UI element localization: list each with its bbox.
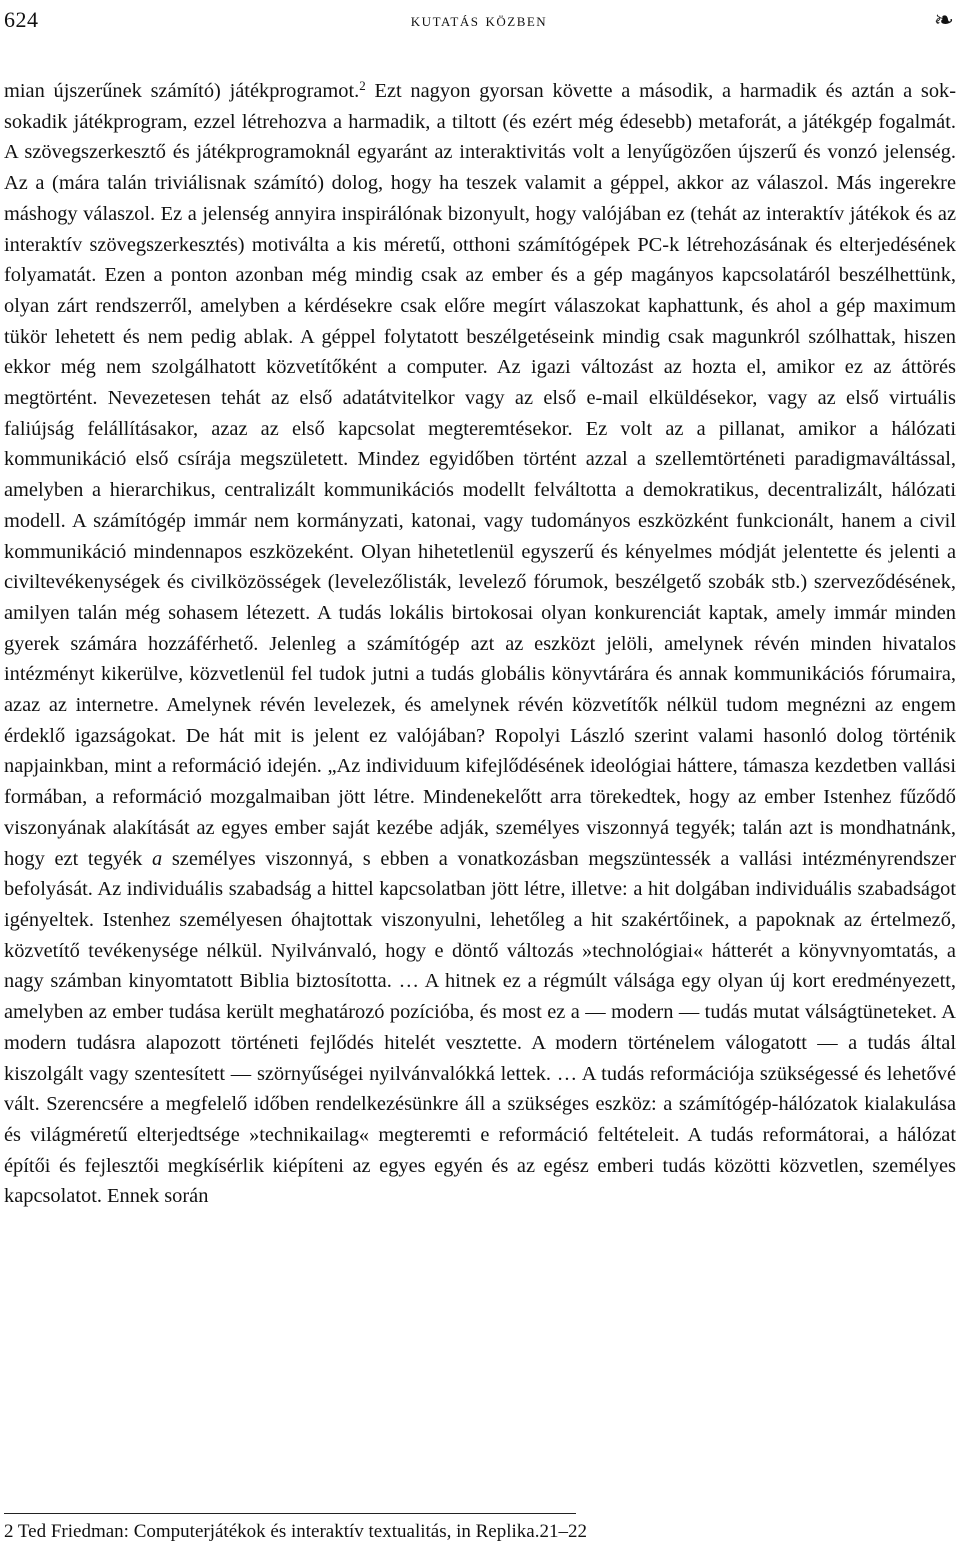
emphasized-word: a: [151, 847, 163, 870]
text-segment: mian újszerűnek számító) játékprogramot.: [4, 80, 360, 102]
page-header: [4, 4, 954, 36]
text-segment: Ezt nagyon gyorsan követte a második, a harmadik és aztán a sok-sokadik játékprogram, ezzel létrehozva a harmadik, a tiltott (és ezért még édesebb) metaforát, a játékgép fogalmát. A szövegszerkesztő és játékprogramoknál egyaránt az interaktivitás volt a lenyűgözően újszerű és vonzó jelenség. Az a (mára talán triviálisnak számító) dolog, hogy ha teszek valamit a géppel, akkor az válaszol. Más ingerekre máshogy válaszol. Ez a jelenség annyira inspirálónak bizonyult, hogy valójában ez (tehát az interaktív játékok és az interaktív szövegszerkesztés) motiválta a kis méretű, otthoni számítógépek PC-k létrehozásának és elterjedésének folyamatát. Ezen a ponton azonban még mindig csak az ember és a gép magányos kapcsolatáról beszélhettünk, olyan zárt rendszerről, amelyben a kérdésekre csak előre megírt válaszokat kaphattunk, és ahol a gép maximum tükör lehetett és nem pedig ablak. A géppel folytatott beszélgetéseink mindig csak magunkról szólhattak, hiszen ekkor még nem szolgálhatott közvetítőként a computer. Az igazi változást az hozta el, amikor ez az áttörés megtörtént. Nevezetesen tehát az első adatátvitelkor vagy az első e-mail elküldésekor, vagy az első virtuális faliújság felállításakor, azaz az első kapcsolat megteremtésekor. Ez volt az a pillanat, amikor a hálózati kommunikáció első csírája megszületett. Mindez egyidőben történt azzal a szellemtörténeti paradigmaváltással, amelyben a hierarchikus, centralizált kommunikációs modellt felváltotta a demokratikus, decentralizált, hálózati modell. A számítógép immár nem kormányzati, katonai, vagy tudományos eszközként funkcionált, hanem a civil kommunikáció mindennapos eszközeként. Olyan hihetetlenül egyszerű és kényelmes módját jelentette és jelenti a civiltevékenységek és civilközösségek (levelezőlisták, levelező fórumok, beszélgető szobák stb.) szerveződésének, amilyen talán még sohasem létezett. A tudás lokális birtokosai olyan konkurenciát kaptak, amely immár minden gyerek számára hozzáférhető. Jelenleg a számítógép azt az eszközt jelöli, amelynek révén minden hivatalos intézményt kikerülve, közvetlenül fel tudok jutni a tudás globális könyvtárára és annak kommunikációs fórumaira, azaz az internetre. Amelynek révén levelezek, és amelynek révén közvetítők nélkül tudom megnézni az engem érdeklő igazságokat. De hát mit is jelent ez valójában? Ropolyi László szerint valami hasonló dolog történik napjainkban, mint a reformáció idején. „Az individuum kifejlődésének ideológiai háttere, támasza kezdetben vallási formában, a reformáció mozgalmaiban jött létre. Mindenekelőtt arra törekedtek, hogy az ember Istenhez fűződő viszonyának alakítását az egyes ember saját kezébe adják, személyes viszonnyá tegyék; talán azt is mondhatnánk, hogy ezt tegyék: [4, 80, 957, 870]
page-number: 624: [4, 7, 39, 32]
paragraph: [4, 76, 956, 1212]
fleuron-ornament-icon: ❧: [933, 7, 954, 34]
footnote: 2 Ted Friedman: Computerjátékok és interaktív textualitás, in Replika.21–22: [4, 1521, 587, 1542]
text-segment: személyes viszonnyá, s ebben a vonatkozásban megszüntessék a vallási intézményrendszer befolyását. Az individuális szabadság a hittel kapcsolatban jött létre, illetve: a hit dolgában individuális szabadságot igényeltek. Istenhez személyesen óhajtottak viszonyulni, lehetőleg a hit szakértőinek, a papoknak az értelmező, közvetítő tevékenysége nélkül. Nyilvánvaló, hogy e döntő változás »technológiai« hátterét a könyvnyomtatás, a nagy számban kinyomtatott Biblia biztosította. … A hitnek ez a régmúlt válsága egy olyan új kort eredményezett, amelyben az ember tudása került meghatározó pozícióba, és most ez a — modern — tudás mutat válságtüneteket. A modern tudásra alapozott történeti fejlődés hitelét vesztette. A modern történelem válogatott — a tudás által kiszolgált vagy szentesített — szörnyűségei nyilvánvalókká lettek. … A tudás reformációja szükségessé és lehetővé vált. Szerencsére a megfelelő időben rendelkezésünkre áll a szükséges eszköz: a számítógép-hálózatok kialakulása és világméretű elterjedtsége »technikailag« megteremti e reformáció feltételeit. A tudás reformátorai, a hálózat építői és fejlesztői megkísérlik kiépíteni az egyes egyén és az egész emberi tudás közötti közvetlen, személyes kapcsolatot. Ennek során: [4, 847, 956, 1208]
footnote-reference: 2: [359, 78, 366, 93]
running-title: kutatás közben: [410, 9, 548, 30]
body-text: [4, 76, 956, 1212]
footnote-divider: [4, 1513, 576, 1514]
